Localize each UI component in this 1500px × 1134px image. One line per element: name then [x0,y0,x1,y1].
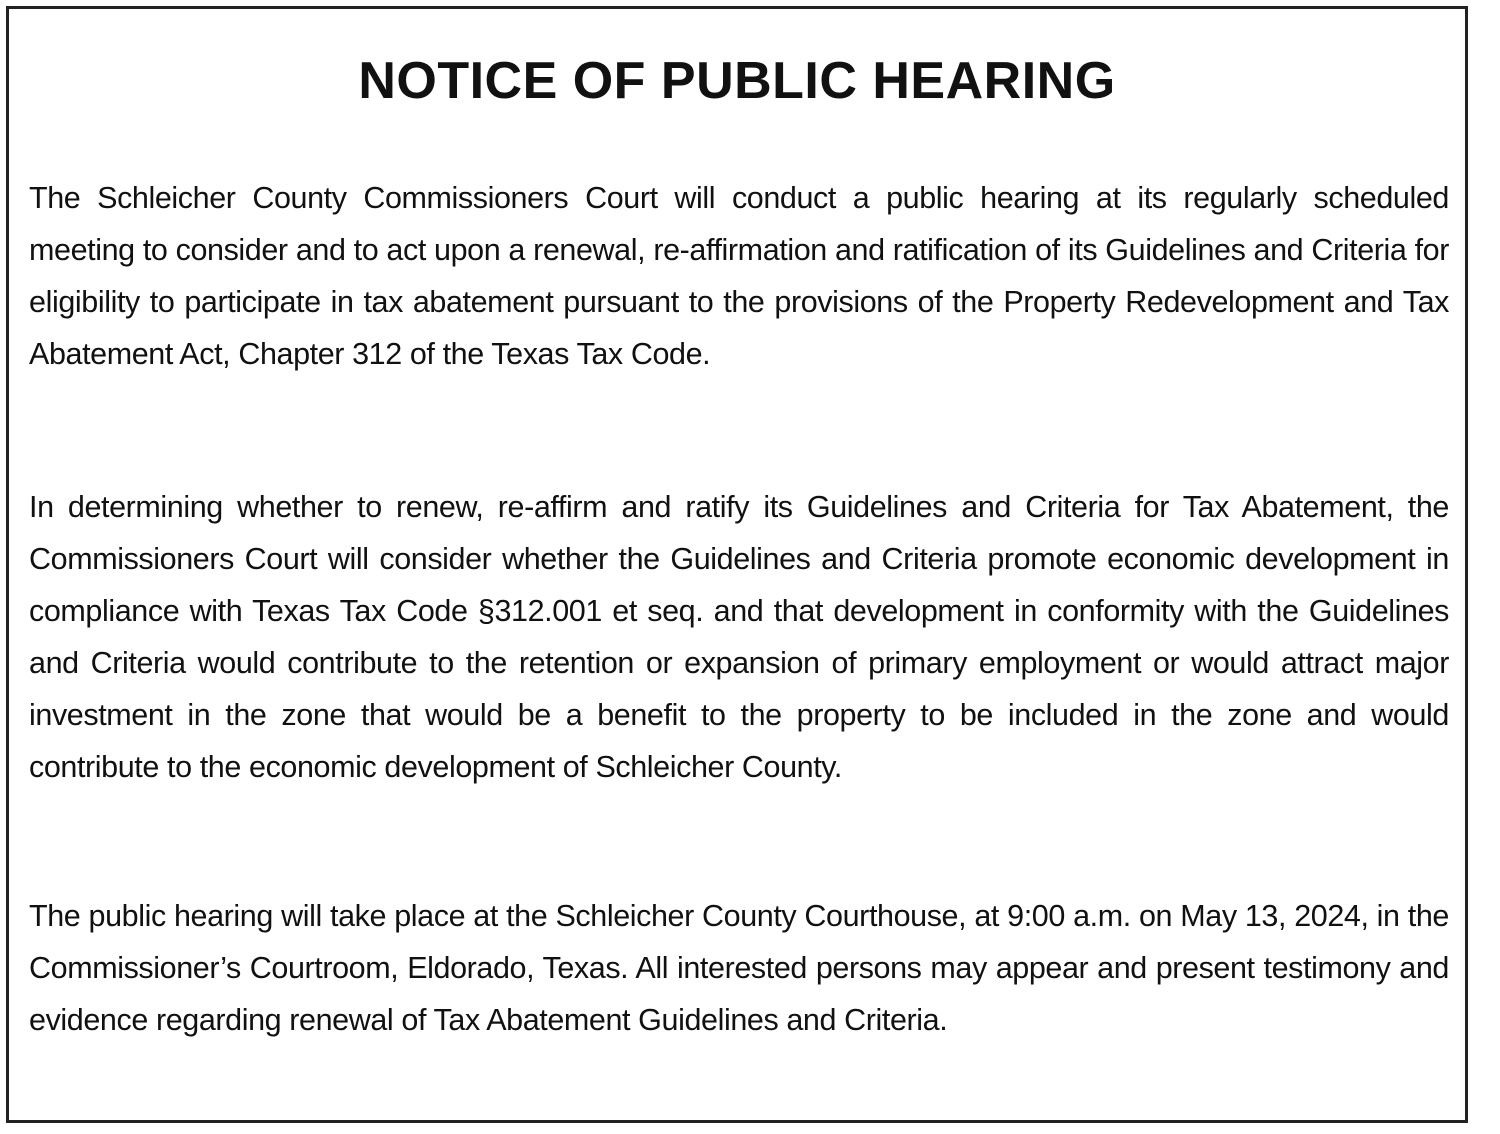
notice-box [6,6,1468,1123]
notice-paragraph-purpose: The Schleicher County Commissioners Court will conduct a public hearing at its regularly scheduled meeting to consider and to act upon a renewal, re-affirmation and ratification of its Guidelines and Criteria for eligibility to participate in tax abatement pursuant to the provisions of the Property Redevelopment and Tax Abatement Act, Chapter 312 of the Texas Tax Code. [29,181,1449,371]
notice-paragraph-criteria: In determining whether to renew, re-affirm and ratify its Guidelines and Criteria for Tax Abatement, the Commissioners Court will consider whether the Guidelines and Criteria promote economic development in compliance with Texas Tax Code §312.001 et seq. and that development in conformity with the Guidelines and Criteria would contribute to the retention or expansion of primary employment or would attract major investment in the zone that would be a benefit to the property to be included in the zone and would contribute to the economic development of Schleicher County. [29,490,1449,784]
notice-paragraph-hearing-details: The public hearing will take place at the Schleicher County Courthouse, at 9:00 a.m. on May 13, 2024, in the Commissioner’s Courtroom, Eldorado, Texas. All interested persons may appear and present testimony and evidence regarding renewal of Tax Abatement Guidelines and Criteria. [29,899,1449,1037]
notice-title: NOTICE OF PUBLIC HEARING [358,52,1116,110]
